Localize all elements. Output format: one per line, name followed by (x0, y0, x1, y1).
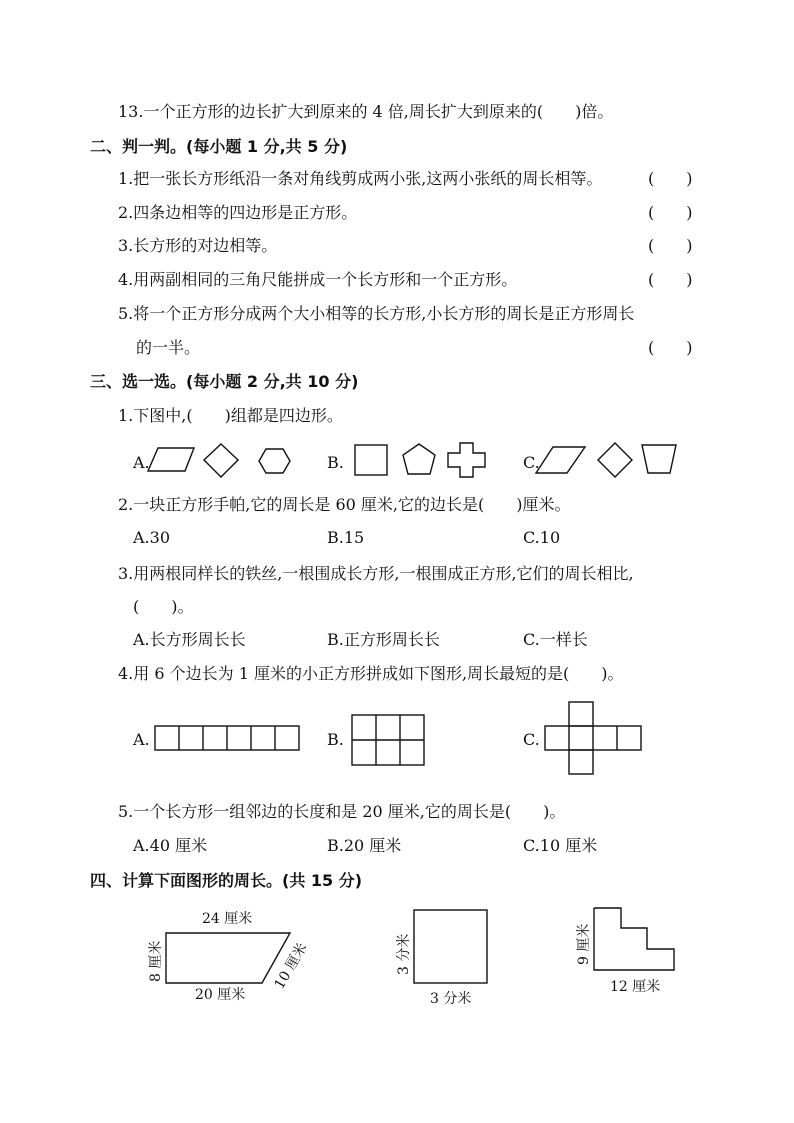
judge-blank-1[interactable]: ( ) (648, 169, 693, 188)
section-2-title: 二、判一判。(每小题 1 分,共 5 分) (90, 137, 348, 156)
q3-option-c[interactable]: C.一样长 (523, 630, 588, 649)
fig3-bottom-label: 12 厘米 (610, 979, 661, 995)
q3-option-a[interactable]: A.长方形周长长 (133, 630, 246, 649)
fig2-left-label: 3 分米 (396, 933, 412, 975)
fig1-top-label: 24 厘米 (202, 911, 253, 927)
judge-blank-3[interactable]: ( ) (648, 236, 693, 255)
choice-q4: 4.用 6 个边长为 1 厘米的小正方形拼成如下图形,周长最短的是( )。 (118, 664, 624, 683)
question-13: 13.一个正方形的边长扩大到原来的 4 倍,周长扩大到原来的( )倍。 (118, 102, 614, 121)
choice-q2: 2.一块正方形手帕,它的周长是 60 厘米,它的边长是( )厘米。 (118, 495, 571, 514)
q4-option-a-label[interactable]: A. (133, 730, 150, 749)
q3-blank[interactable]: ( )。 (133, 597, 194, 616)
fig3-left-label: 9 厘米 (576, 923, 592, 965)
q4-option-b-label[interactable]: B. (327, 730, 344, 749)
q3-option-b[interactable]: B.正方形周长长 (327, 630, 440, 649)
q5-option-c[interactable]: C.10 厘米 (523, 836, 598, 855)
choice-q1: 1.下图中,( )组都是四边形。 (118, 406, 343, 425)
fig1-bottom-label: 20 厘米 (195, 987, 246, 1003)
stair-figure (575, 908, 674, 995)
q2-option-a[interactable]: A.30 (133, 528, 170, 547)
judge-item-1: 1.把一张长方形纸沿一条对角线剪成两小张,这两小张纸的周长相等。 (118, 169, 603, 188)
choice-q3: 3.用两根同样长的铁丝,一根围成长方形,一根围成正方形,它们的周长相比, (118, 564, 634, 583)
section-4-title: 四、计算下面图形的周长。(共 15 分) (90, 871, 363, 890)
q2-option-b[interactable]: B.15 (327, 528, 365, 547)
judge-blank-4[interactable]: ( ) (648, 270, 693, 289)
judge-item-5: 5.将一个正方形分成两个大小相等的长方形,小长方形的周长是正方形周长 (118, 304, 635, 323)
judge-item-2: 2.四条边相等的四边形是正方形。 (118, 203, 358, 222)
judge-item-5-cont: 的一半。 (136, 338, 201, 357)
fig1-right-label: 10 厘米 (271, 940, 311, 992)
fig1-left-label: 8 厘米 (148, 940, 164, 982)
q4-option-c-label[interactable]: C. (523, 730, 540, 749)
choice-q5: 5.一个长方形一组邻边的长度和是 20 厘米,它的周长是( )。 (118, 802, 566, 821)
judge-blank-5[interactable]: ( ) (648, 338, 693, 357)
section-3-title: 三、选一选。(每小题 2 分,共 10 分) (90, 372, 359, 391)
q1-option-b-label[interactable]: B. (327, 453, 344, 472)
q5-option-b[interactable]: B.20 厘米 (327, 836, 402, 855)
q1-option-a-label[interactable]: A. (133, 453, 150, 472)
trapezoid-figure (147, 910, 311, 1003)
fig2-bottom-label: 3 分米 (430, 991, 472, 1007)
square-figure (395, 910, 487, 1007)
judge-item-4: 4.用两副相同的三角尺能拼成一个长方形和一个正方形。 (118, 270, 518, 289)
q1-option-c-label[interactable]: C. (523, 453, 540, 472)
q2-option-c[interactable]: C.10 (523, 528, 561, 547)
judge-item-3: 3.长方形的对边相等。 (118, 236, 278, 255)
judge-blank-2[interactable]: ( ) (648, 203, 693, 222)
q5-option-a[interactable]: A.40 厘米 (133, 836, 208, 855)
